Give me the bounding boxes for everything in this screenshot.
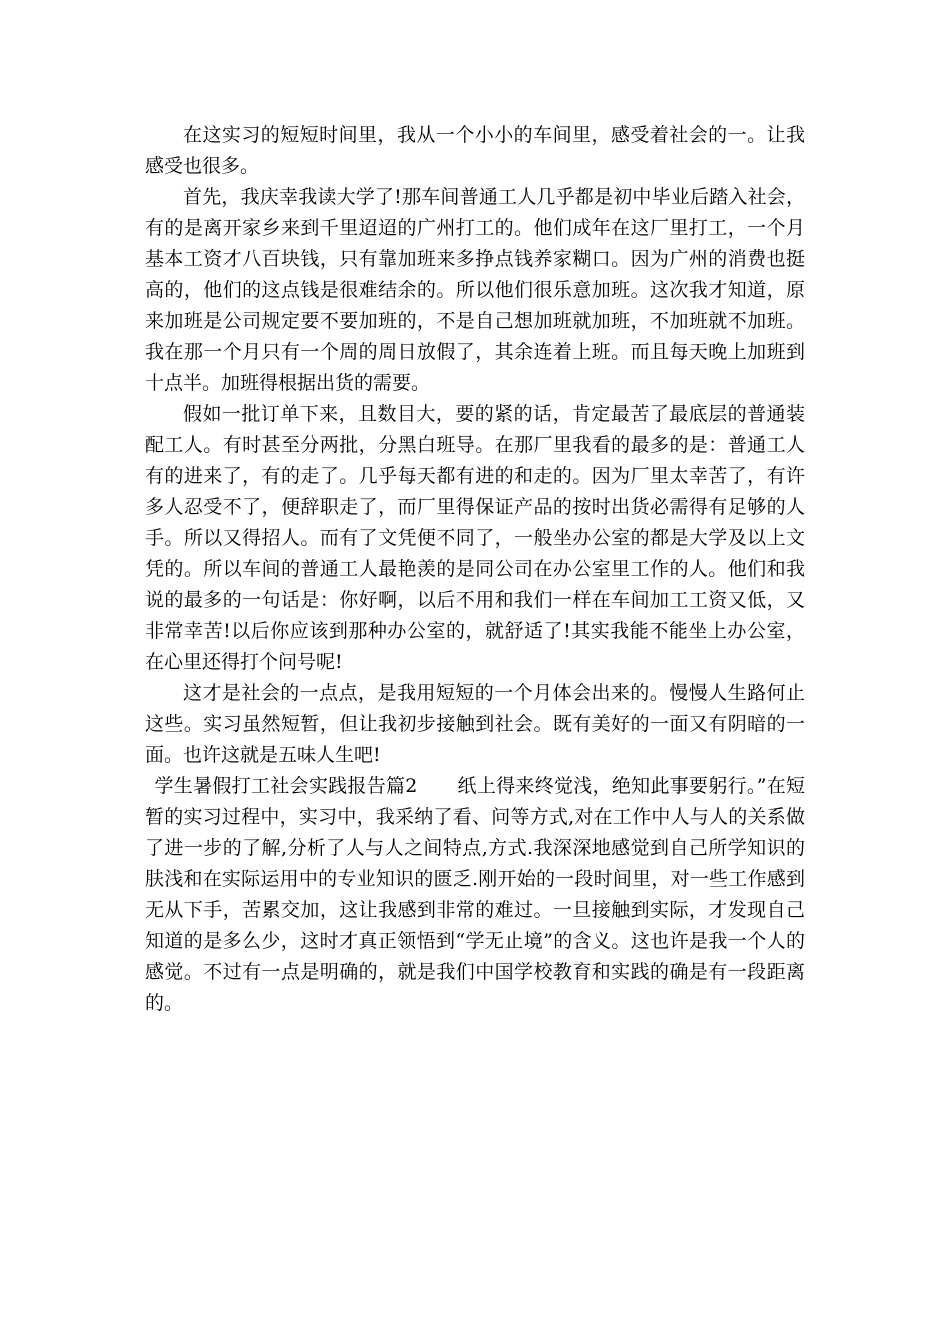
paragraph-internship-intro: 在这实习的短短时间里，我从一个小小的车间里，感受着社会的一。让我感受也很多。: [145, 124, 805, 177]
section-body: 纸上得来终觉浅，绝知此事要躬行。”在短暂的实习过程中，实习中，我采纳了看、问等方式,对在工作中人与人的关系做了进一步的了解,分析了人与人之间特点,方式.我深深地感觉到自己所学知识的肤浅和在实际运用中的专业知识的匮乏.刚开始的一段时间里，对一些工作感到无从下手，苦累交加，这让我感到非常的难过。一旦接触到实际，才发现自己知道的是多么少，这时才真正领悟到“学无止境”的含义。这也许是我一个人的感觉。不过有一点是明确的，就是我们中国学校教育和实践的确是有一段距离的。: [145, 775, 806, 1014]
section-title: 学生暑假打工社会实践报告篇2: [154, 775, 418, 797]
paragraph-society-reflection: 这才是社会的一点点，是我用短短的一个月体会出来的。慢慢人生路何止这些。实习虽然短暂，但让我初步接触到社会。既有美好的一面又有阴暗的一面。也许这就是五味人生吧!: [145, 682, 805, 766]
document-body: [145, 120, 805, 1019]
paragraph-orders-diploma: 假如一批订单下来，且数目大，要的紧的话，肯定最苦了最底层的普通装配工人。有时甚至分两批，分黑白班导。在那厂里我看的最多的是：普通工人有的进来了，有的走了。几乎每天都有进的和走的。因为厂里太幸苦了，有许多人忍受不了，便辞职走了，而厂里得保证产品的按时出货必需得有足够的人手。所以又得招人。而有了文凭便不同了，一般坐办公室的都是大学及以上文凭的。所以车间的普通工人最艳羡的是同公司在办公室里工作的人。他们和我说的最多的一句话是：你好啊，以后不用和我们一样在车间加工工资又低，又非常幸苦!以后你应该到那种办公室的，就舒适了!其实我能不能坐上办公室，在心里还得打个问号呢!: [145, 403, 805, 673]
paragraph-workers-overtime: 首先，我庆幸我读大学了!那车间普通工人几乎都是初中毕业后踏入社会，有的是离开家乡来到千里迢迢的广州打工的。他们成年在这厂里打工，一个月基本工资才八百块钱，只有靠加班来多挣点钱养家糊口。因为广州的消费也挺高的，他们的这点钱是很难结余的。所以他们很乐意加班。这次我才知道，原来加班是公司规定要不要加班的，不是自己想加班就加班，不加班就不加班。我在那一个月只有一个周的周日放假了，其余连着上班。而且每天晚上加班到十点半。加班得根据出货的需要。: [145, 186, 805, 394]
section-report-2: [145, 771, 805, 1019]
